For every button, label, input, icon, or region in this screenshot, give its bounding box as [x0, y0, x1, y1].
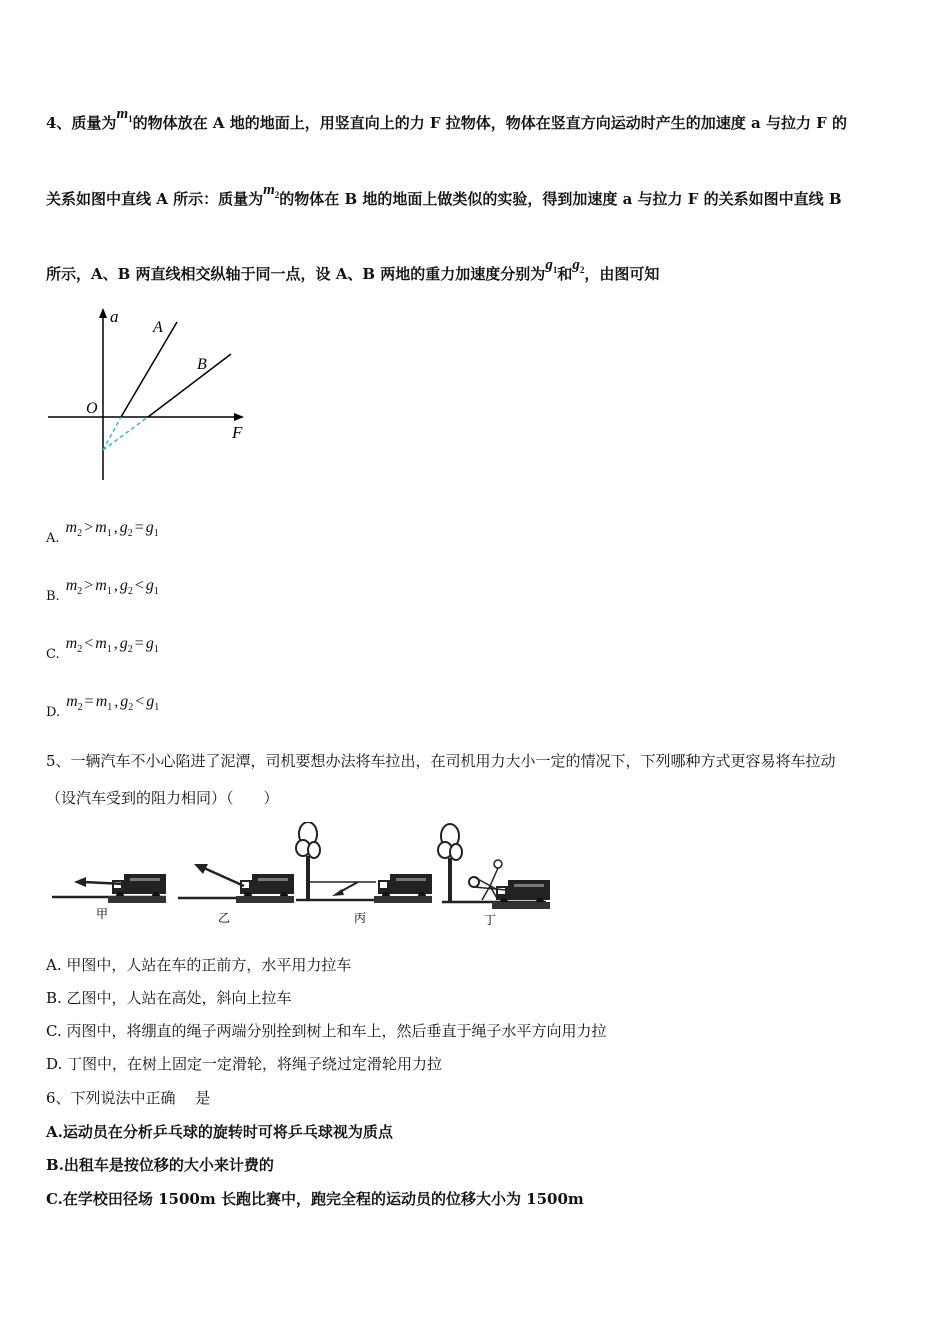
q4-line-3 — [46, 257, 660, 285]
q5-option-d: D. 丁图中，在树上固定一定滑轮，将绳子绕过定滑轮用力拉 — [46, 1055, 443, 1073]
origin-label: O — [86, 400, 98, 417]
q4-option-a: $A.m_2 > m_1$ , $g_2 = g_1$ — [46, 519, 159, 546]
q4-text: 和 — [557, 265, 573, 283]
y-axis — [99, 308, 107, 480]
m1-symbol: $m_1$ — [116, 106, 133, 124]
figure-yi — [178, 864, 294, 925]
figure-jia — [52, 874, 166, 921]
q4-text: 4、质量为 — [46, 114, 117, 132]
q5-stem-line-1: 5、一辆汽车不小心陷进了泥潭，司机要想办法将车拉出，在司机用力大小一定的情况下，下列哪种方式更容易将车拉动 — [46, 752, 836, 770]
q4-option-c: $C.m_2 < m_1$ , $g_2 = g_1$ — [46, 635, 159, 662]
label-yi: 乙 — [218, 911, 231, 925]
label-bing: 丙 — [354, 911, 367, 925]
q5-figure — [46, 822, 556, 934]
label-jia: 甲 — [96, 907, 109, 921]
q4-text: ，由图可知 — [584, 265, 660, 283]
q5-option-c: C. 丙图中，将绷直的绳子两端分别拴到树上和车上，然后垂直于绳子水平方向用力拉 — [46, 1022, 607, 1040]
q4-line-1 — [46, 106, 848, 134]
x-axis — [48, 413, 244, 421]
line-b — [148, 354, 231, 417]
acceleration-force-graph — [40, 300, 260, 490]
q6-option-b: B.出租车是按位移的大小来计费的 — [46, 1156, 274, 1174]
m2-symbol: $m_2$ — [263, 182, 280, 200]
q4-text: 所示，A、B 两直线相交纵轴于同一点，设 A、B 两地的重力加速度分别为 — [46, 265, 546, 283]
q5-option-a: A. 甲图中，人站在车的正前方，水平用力拉车 — [46, 956, 352, 974]
q4-option-b: $B.m_2 > m_1$ , $g_2 < g_1$ — [46, 577, 159, 604]
figure-ding — [438, 824, 550, 927]
q4-line-2 — [46, 182, 842, 210]
q5-option-b: B. 乙图中，人站在高处，斜向上拉车 — [46, 989, 292, 1007]
q4-text: 的物体放在 A 地的地面上，用竖直向上的力 F 拉物体，物体在竖直方向运动时产生的加速度 a 与拉力 F 的 — [132, 114, 848, 132]
q6-stem: 6、下列说法中正确 是 — [46, 1089, 211, 1107]
q4-text: 关系如图中直线 A 所示：质量为 — [46, 190, 264, 208]
y-axis-label: a — [110, 307, 119, 326]
q6-option-a: A.运动员在分析乒乓球的旋转时可将乒乓球视为质点 — [46, 1123, 393, 1141]
line-b-extension — [103, 417, 148, 450]
g1-symbol: $g_1$ — [545, 257, 558, 275]
x-axis-label: F — [232, 423, 243, 442]
line-a — [121, 322, 177, 417]
q4-text: 的物体在 B 地的地面上做类似的实验，得到加速度 a 与拉力 F 的关系如图中直线 B — [279, 190, 842, 208]
q5-stem-line-2: （设汽车受到的阻力相同）（ ） — [46, 789, 279, 807]
q6-option-c: C.在学校田径场 1500m 长跑比赛中，跑完全程的运动员的位移大小为 1500m — [46, 1190, 584, 1208]
line-b-label: B — [197, 356, 207, 373]
label-ding: 丁 — [484, 913, 497, 927]
g2-symbol: $g_2$ — [572, 257, 585, 275]
figure-bing — [296, 822, 432, 925]
q4-option-d: $D.m_2 = m_1$ , $g_2 < g_1$ — [46, 693, 160, 720]
line-a-extension — [103, 417, 121, 450]
line-a-label: A — [153, 319, 163, 336]
